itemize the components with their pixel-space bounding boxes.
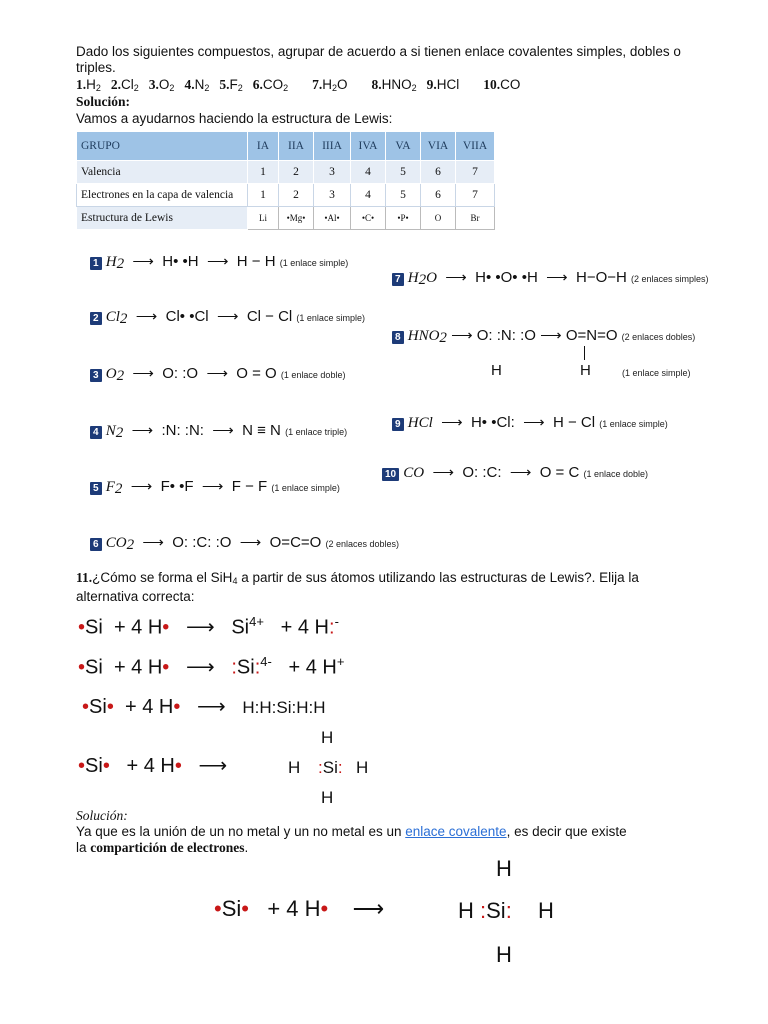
- lewis-mid: O: :N: :O: [476, 327, 536, 344]
- option-left: Si: [89, 696, 107, 718]
- structure-3: [90, 364, 345, 385]
- compound-item: [253, 77, 288, 92]
- structure-1: [90, 252, 348, 273]
- diagram-bottom: H: [496, 942, 512, 967]
- cell: 7: [456, 161, 495, 184]
- question-text-2: a partir de sus átomos utilizando las estructuras de Lewis?. Elija la: [237, 570, 639, 585]
- solution-diagram-left: •Si• + 4 H• ⟶: [214, 896, 397, 921]
- cell: 6: [421, 161, 456, 184]
- compound-formula: O: [158, 77, 170, 92]
- solution-bold: compartición de electrones: [90, 840, 245, 855]
- option-4-structure: H H :Si: H H: [288, 728, 369, 807]
- structure-7: [392, 268, 709, 289]
- diagram-side: H: [538, 898, 554, 923]
- formula-sub: 2: [126, 537, 135, 553]
- intro-line2: triples.: [76, 60, 116, 75]
- bond-note: (1 enlace triple): [285, 427, 348, 437]
- option-right: Si: [236, 656, 255, 679]
- lewis-mid: Cl• •Cl: [165, 308, 209, 325]
- table-row: [77, 207, 495, 230]
- number-badge: 8: [392, 331, 404, 344]
- arrow-icon: ⟶: [202, 365, 233, 382]
- compound-item: [219, 77, 242, 92]
- lewis-result: N ≡ N: [242, 422, 281, 439]
- compound-number: 10.: [483, 77, 501, 92]
- arrow-icon: ⟶: [441, 269, 471, 286]
- compound-formula: HNO: [381, 77, 412, 92]
- compound-sub: 2: [283, 83, 289, 93]
- compound-item: [111, 77, 139, 92]
- arrow-icon: ⟶: [174, 616, 226, 639]
- formula: HNO: [407, 328, 440, 344]
- lewis-cell: •C•: [351, 207, 386, 230]
- col-header: VA: [386, 132, 421, 161]
- bond-line: [584, 346, 585, 360]
- bond-note: (1 enlace simple): [296, 313, 365, 323]
- help-line: Vamos a ayudarnos haciendo la estructura de Lewis:: [76, 111, 393, 126]
- col-header: IIIA: [314, 132, 351, 161]
- arrow-icon: ⟶: [185, 696, 237, 718]
- arrow-icon: ⟶: [128, 365, 159, 382]
- lewis-mid: H• •O• •H: [475, 269, 538, 286]
- compound-sub: 2: [133, 83, 139, 93]
- compound-formula: N: [194, 77, 205, 92]
- bond-note: (2 enlaces dobles): [325, 539, 400, 549]
- compound-tail: O: [337, 77, 348, 92]
- formula: CO: [105, 535, 127, 551]
- compound-formula: HCl: [436, 77, 460, 92]
- lewis-result: O = C: [539, 464, 580, 481]
- diagram-center: Si: [486, 898, 506, 923]
- lewis-cell: •P•: [386, 207, 421, 230]
- arrow-icon: ⟶: [197, 478, 228, 495]
- compound-item: [149, 77, 175, 92]
- compound-item: [76, 77, 101, 92]
- bond-note: (1 enlace simple): [271, 483, 340, 493]
- arrow-icon: ⟶: [334, 896, 397, 921]
- arrow-icon: ⟶: [428, 464, 459, 481]
- structure-2: [90, 307, 365, 328]
- lewis-cell: O: [421, 207, 456, 230]
- formula-sub: 2: [116, 368, 125, 384]
- option-right: H: [288, 758, 301, 777]
- lewis-result: H − Cl: [552, 414, 596, 431]
- arrow-icon: ⟶: [138, 534, 169, 551]
- arrow-icon: ⟶: [518, 414, 549, 431]
- structure-5: [90, 477, 340, 498]
- lewis-result: Cl − Cl: [246, 308, 293, 325]
- question-sub: 4: [232, 576, 238, 586]
- bond-note: (1 enlace simple): [279, 258, 349, 268]
- row-label: Estructura de Lewis: [77, 207, 248, 230]
- bond-note: (2 enlaces simples): [631, 274, 709, 284]
- compound-number: 5.: [219, 77, 230, 92]
- solution-text: [76, 824, 726, 856]
- formula-sub: 2: [115, 425, 124, 441]
- compound-formula: H: [322, 77, 332, 92]
- option-2[interactable]: •Si + 4 H• ⟶ :Si:$^{4-}$ + 4 H+: [78, 654, 345, 679]
- lewis-cell: Br: [456, 207, 495, 230]
- bond-note: (1 enlace simple): [599, 419, 668, 429]
- col-header: VIIA: [456, 132, 495, 161]
- cell: 5: [386, 161, 421, 184]
- compound-formula: Cl: [121, 77, 134, 92]
- solution-label-2: Solución:: [76, 808, 128, 823]
- arrow-icon: ⟶: [212, 308, 243, 325]
- cell: 5: [386, 184, 421, 207]
- arrow-icon: ⟶: [127, 422, 158, 439]
- number-badge: 6: [90, 538, 102, 551]
- cell: 4: [351, 161, 386, 184]
- hno2-hydrogen-mid: H: [491, 362, 502, 379]
- lewis-result: H−O−H: [575, 269, 627, 286]
- arrow-icon: ⟶: [131, 308, 162, 325]
- solution-text-4: .: [244, 840, 249, 855]
- formula: Cl: [105, 309, 120, 325]
- option-side: H: [356, 758, 369, 777]
- lewis-mid: H• •H: [162, 253, 199, 270]
- bond-note: (1 enlace simple): [622, 368, 691, 378]
- compound-sub: 2: [411, 83, 417, 93]
- arrow-icon: ⟶: [126, 478, 157, 495]
- diagram-top: H: [496, 856, 512, 881]
- intro-line1: Dado los siguientes compuestos, agrupar de acuerdo a si tienen enlace covalentes simples, dobles o: [76, 44, 681, 59]
- option-mid: + 4 H: [126, 755, 175, 777]
- compound-item: [312, 77, 347, 92]
- lewis-result: H − H: [236, 253, 276, 270]
- formula: F: [105, 479, 115, 495]
- number-badge: 9: [392, 418, 404, 431]
- compound-item: [483, 77, 520, 92]
- formula: H: [105, 254, 117, 270]
- lewis-mid: O: :C:: [462, 464, 502, 481]
- option-charge2: -: [334, 614, 339, 629]
- option-left: Si: [85, 656, 103, 679]
- formula-sub: 2: [119, 311, 128, 327]
- compound-formula: H: [86, 77, 96, 92]
- col-header: VIA: [421, 132, 456, 161]
- number-badge: 4: [90, 426, 102, 439]
- solution-text-1: Ya que es la unión de un no metal y un no metal es un: [76, 824, 406, 839]
- formula: HCl: [407, 415, 433, 431]
- arrow-icon: ⟶: [235, 534, 266, 551]
- option-mid: + 4 H: [124, 696, 174, 718]
- formula: H: [407, 270, 419, 286]
- compound-sub: 2: [204, 83, 210, 93]
- option-left: Si: [85, 616, 103, 639]
- formula-sub: 2: [439, 330, 447, 346]
- option-right: Si: [231, 616, 250, 639]
- option-charge2: +: [336, 654, 345, 669]
- lewis-result: F − F: [231, 478, 268, 495]
- compound-formula: F: [229, 77, 238, 92]
- compound-number: 1.: [76, 77, 87, 92]
- arrow-icon: ⟶: [541, 269, 572, 286]
- arrow-icon: ⟶: [174, 656, 226, 679]
- lewis-cell: •Al•: [314, 207, 351, 230]
- structure-6: [90, 533, 399, 554]
- row-label: Electrones en la capa de valencia: [77, 184, 248, 207]
- structure-10: [382, 463, 648, 482]
- formula: N: [105, 423, 116, 439]
- diagram-mid: + 4 H: [267, 896, 321, 921]
- formula-sub: 2: [116, 256, 125, 272]
- option-mid: + 4 H: [113, 656, 163, 679]
- cell: 2: [279, 184, 314, 207]
- cell: 6: [421, 184, 456, 207]
- option-charge: 4-: [260, 654, 272, 669]
- lewis-mid: F• •F: [160, 478, 194, 495]
- lewis-mid: H• •Cl:: [470, 414, 515, 431]
- number-badge: 7: [392, 273, 404, 286]
- number-badge: 1: [90, 257, 102, 270]
- arrow-icon: ⟶: [208, 422, 238, 439]
- compound-sub: 2: [95, 83, 101, 93]
- number-badge: 5: [90, 482, 102, 495]
- option-extra: + 4 H: [288, 656, 337, 679]
- cell: 2: [279, 161, 314, 184]
- structure-9: [392, 413, 668, 432]
- compound-formula: CO: [262, 77, 284, 92]
- lewis-result: O = O: [236, 365, 277, 382]
- arrow-icon: ⟶: [128, 253, 159, 270]
- lewis-result: O=C=O: [269, 534, 322, 551]
- arrow-icon: ⟶: [436, 414, 467, 431]
- lewis-cell: Li: [248, 207, 279, 230]
- formula: O: [105, 366, 117, 382]
- solution-diagram-structure: H H :Si: H H: [458, 856, 554, 967]
- lewis-mid: O: :C: :O: [172, 534, 232, 551]
- compound-number: 8.: [371, 77, 382, 92]
- table-row: [77, 161, 495, 184]
- cell: 4: [351, 184, 386, 207]
- enlace-covalente-link[interactable]: enlace covalente: [405, 824, 507, 839]
- row-label: Valencia: [77, 161, 248, 184]
- solution-text-2: , es decir que existe: [506, 824, 627, 839]
- option-center: Si: [322, 758, 338, 777]
- arrow-icon: ⟶: [202, 253, 233, 270]
- arrow-icon: ⟶: [451, 327, 473, 344]
- question-11: [76, 570, 716, 605]
- arrow-icon: ⟶: [187, 755, 239, 777]
- compound-number: 9.: [426, 77, 437, 92]
- formula-sub: 2: [114, 481, 123, 497]
- formula: CO: [403, 465, 425, 481]
- structure-8: [392, 326, 695, 347]
- compound-number: 4.: [184, 77, 195, 92]
- structure-4: [90, 421, 347, 442]
- table-row: [77, 184, 495, 207]
- compound-list: [76, 77, 716, 96]
- lewis-mid: :N: :N:: [161, 422, 204, 439]
- option-4[interactable]: •Si• + 4 H• ⟶: [78, 755, 239, 777]
- lewis-mid: O: :O: [162, 365, 199, 382]
- col-header: IIA: [279, 132, 314, 161]
- solution-label: Solución:: [76, 94, 131, 109]
- lewis-cell: •Mg•: [279, 207, 314, 230]
- solution-text-3: la: [76, 840, 91, 855]
- compound-item: [427, 77, 460, 92]
- compound-number: 3.: [148, 77, 159, 92]
- question-line2: alternativa correcta:: [76, 589, 195, 604]
- lewis-table: [76, 131, 495, 230]
- compound-number: 6.: [252, 77, 263, 92]
- compound-sub: 2: [237, 83, 243, 93]
- cell: 7: [456, 184, 495, 207]
- compound-number: 2.: [110, 77, 122, 92]
- question-number: 11.: [76, 570, 93, 585]
- col-header: IA: [248, 132, 279, 161]
- number-badge: 10: [382, 468, 399, 481]
- option-mid: + 4 H: [113, 616, 163, 639]
- hno2-hydrogen-res: H: [580, 362, 591, 379]
- bond-note: (1 enlace doble): [583, 469, 649, 479]
- compound-item: [184, 77, 209, 92]
- bond-note: (1 enlace doble): [280, 370, 346, 380]
- col-header: GRUPO: [77, 132, 248, 161]
- diagram-left: Si: [221, 896, 242, 921]
- arrow-icon: ⟶: [505, 464, 536, 481]
- number-badge: 3: [90, 369, 102, 382]
- intro-paragraph: [76, 44, 716, 76]
- compound-formula: CO: [500, 77, 521, 92]
- option-extra: + 4 H: [280, 616, 329, 639]
- cell: 3: [314, 184, 351, 207]
- col-header: IVA: [351, 132, 386, 161]
- option-left: Si: [85, 755, 103, 777]
- arrow-icon: ⟶: [540, 327, 562, 344]
- bond-note: (2 enlaces dobles): [621, 332, 696, 342]
- formula-tail: O: [426, 270, 437, 286]
- compound-sub: 2: [169, 83, 175, 93]
- compound-number: 7.: [312, 77, 323, 92]
- formula-sub: 2: [418, 272, 427, 288]
- option-1[interactable]: •Si + 4 H• ⟶ $Si^{4+}$ + 4 H:-: [78, 614, 339, 639]
- cell: 3: [314, 161, 351, 184]
- option-right: H:H:Si:H:H: [242, 698, 326, 717]
- cell: 1: [248, 161, 279, 184]
- question-text: ¿Cómo se forma el SiH: [92, 570, 233, 585]
- option-3[interactable]: •Si• + 4 H• ⟶ H:H:Si:H:H: [82, 696, 326, 718]
- compound-item: [372, 77, 417, 92]
- number-badge: 2: [90, 312, 102, 325]
- lewis-result: O=N=O: [565, 327, 618, 344]
- option-charge: 4+: [249, 614, 264, 629]
- cell: 1: [248, 184, 279, 207]
- compound-sub: 2: [331, 83, 337, 93]
